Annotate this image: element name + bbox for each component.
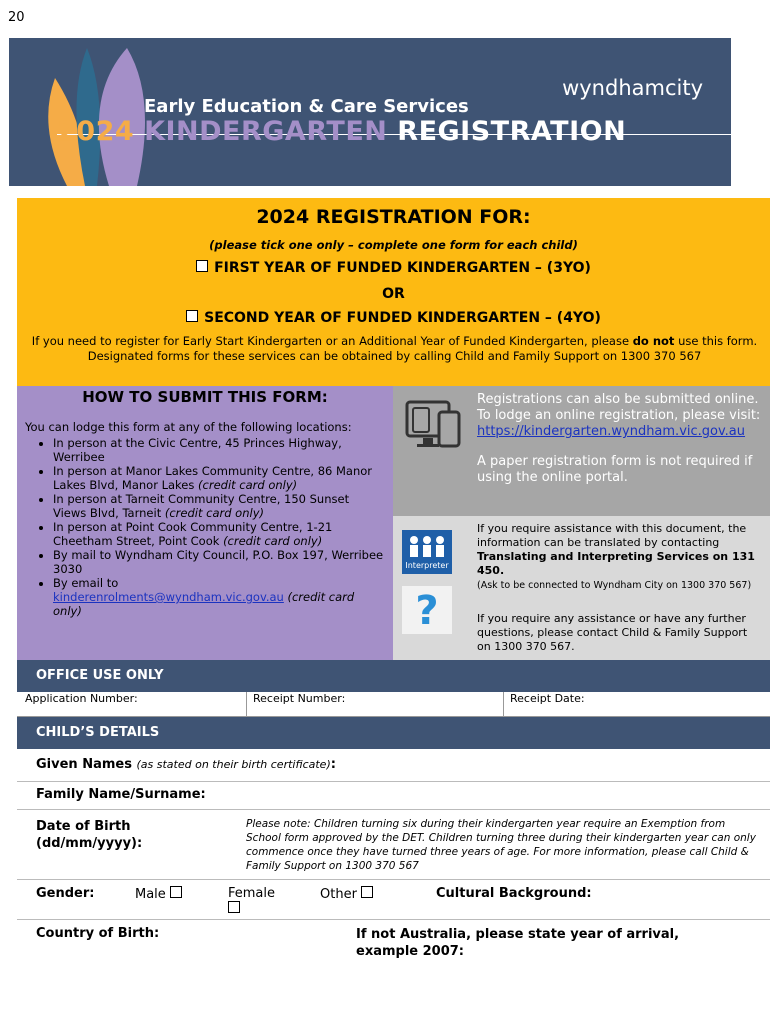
online-text: Registrations can also be submitted online. To lodge an online registration, please visit: https://kindergarten.wyndham.vic.gov.au A paper registration form is not required if using the online portal. [477,392,761,485]
paper-note: A paper registration form is not required if using the online portal. [477,454,753,485]
male-option[interactable]: Male [135,886,188,902]
office-use-row [17,692,770,717]
female-checkbox[interactable] [228,901,240,913]
dob-note: Please note: Children turning six during their kindergarten year require an Exemption from School form approved by the DET. Children turning three during their kindergarten year can only commence once they have turned three years of age. For more information, please call Child & Family Support on 1300 370 567 [246,818,756,872]
assistance-section [393,516,770,662]
interpreter-icon: Interpreter [402,530,452,574]
dob-label: Date of Birth (dd/mm/yyyy): [36,819,143,851]
country-row[interactable] [17,919,770,969]
year-of-arrival-label: If not Australia, please state year of arrival, example 2007: [356,927,680,959]
dob-row[interactable] [17,809,770,880]
registration-subheading: (please tick one only – complete one form for each child) [209,238,578,252]
list-item: • In person at the Civic Centre, 45 Princes Highway, Werribee [53,436,385,464]
gender-label: Gender: [36,886,95,901]
how-to-body [25,420,385,618]
list-item: • In person at Tarneit Community Centre, 150 Sunset Views Blvd, Tarneit (credit card only) [53,492,385,520]
receipt-number-field[interactable]: Receipt Number: [246,692,345,718]
svg-text:?: ? [415,588,439,634]
banner-title [57,116,626,147]
devices-icon [405,400,463,450]
given-names-label: Given Names (as stated on their birth certificate): [36,757,336,772]
cultural-background-label: Cultural Background: [436,886,592,901]
option-second-year: SECOND YEAR OF FUNDED KINDERGARTEN – (4YO) [17,310,770,326]
header-banner [9,38,731,186]
male-checkbox[interactable] [170,886,182,898]
organization-name: Early Education & Care Services [144,96,469,117]
leaf-logo-graphic [27,38,147,186]
how-to-intro: You can lodge this form at any of the following locations: [25,420,352,434]
other-option[interactable]: Other [320,886,379,902]
list-item: • In person at Manor Lakes Community Centre, 86 Manor Lakes Blvd, Manor Lakes (credit card only) [53,464,385,492]
option-first-year: FIRST YEAR OF FUNDED KINDERGARTEN – (3YO) [17,260,770,276]
given-names-row[interactable] [17,749,770,782]
registration-note: If you need to register for Early Start Kindergarten or an Additional Year of Funded Kindergarten, please do not use this form. Designated forms for these services can be obtained by calling Child and Family Support on 1300 370 567 [31,334,758,363]
email-link[interactable]: kinderenrolments@wyndham.vic.gov.au [53,590,284,604]
list-item: • In person at Point Cook Community Centre, 1-21 Cheetham Street, Point Cook (credit card only) [53,520,385,548]
office-use-bar: OFFICE USE ONLY [17,660,770,692]
translation-text: If you require assistance with this document, the information can be translated by contacting Translating and Interpreting Services on 131 450. (Ask to be connected to Wyndham City on 1300 370 567) [477,522,755,591]
online-portal-link[interactable]: https://kindergarten.wyndham.vic.gov.au [477,424,746,439]
receipt-date-field[interactable]: Receipt Date: [503,692,585,718]
second-year-checkbox[interactable] [186,310,198,322]
family-name-label: Family Name/Surname: [36,787,206,802]
list-item: • By email to kinderenrolments@wyndham.vic.gov.au (credit card only) [53,576,385,618]
gender-row [17,879,770,920]
female-option[interactable]: Female [228,886,275,917]
help-question-icon [402,586,452,634]
title-kindergarten: KINDERGARTEN [144,116,388,147]
or-label: OR [382,286,405,302]
how-to-submit-section [17,386,393,662]
family-name-row[interactable] [17,781,770,810]
registration-type-section [17,198,770,386]
first-year-checkbox[interactable] [196,260,208,272]
further-help-text: If you require any assistance or have any further questions, please contact Child & Family Support on 1300 370 567. [477,612,748,653]
list-item: • By mail to Wyndham City Council, P.O. Box 197, Werribee 3030 [53,548,385,576]
country-of-birth-label: Country of Birth: [36,926,160,941]
registration-heading: 2024 REGISTRATION FOR: [256,206,531,228]
childs-details-bar: CHILD’S DETAILS [17,717,770,749]
locations-list [25,436,385,618]
other-checkbox[interactable] [361,886,373,898]
wyndham-logo: wyndhamcity [562,76,703,100]
title-registration: REGISTRATION [397,116,627,147]
application-number-field[interactable]: Application Number: [25,692,138,705]
title-year: 2024 [57,116,135,147]
online-registration-section [393,386,770,516]
page-number: 20 [8,10,25,25]
how-to-heading: HOW TO SUBMIT THIS FORM: [82,388,328,406]
